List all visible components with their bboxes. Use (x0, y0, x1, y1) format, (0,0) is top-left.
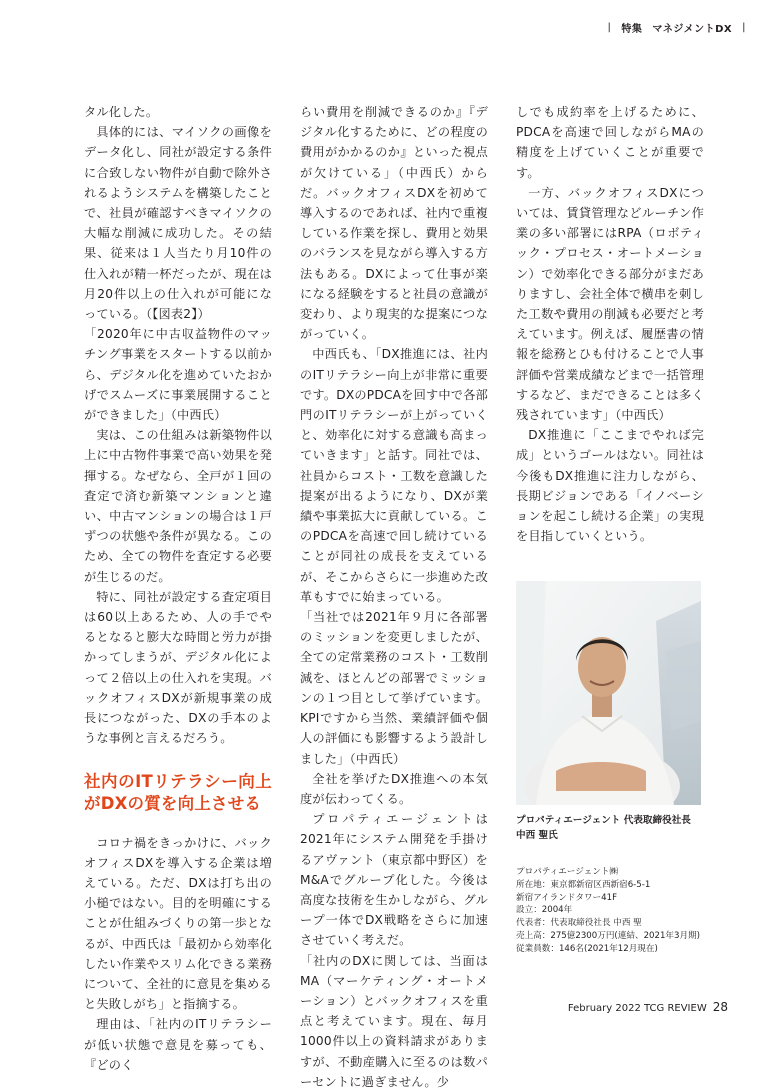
company-employees: 従業員数：146名(2021年12月現在) (516, 943, 658, 954)
paragraph: 全社を挙げたDX推進への本気度が伝わってくる。 (300, 771, 488, 806)
paragraph: 実は、この仕組みは新築物件以上に中古物件事業で高い効果を発揮する。なぜなら、全戸が１回の査定で済む新築マンションと違い、中古マンションの場合は１戸ずつの状態や条件が異なる。このため、全ての物件を査定する必要が生じるのだ。 (84, 428, 272, 584)
company-address: 所在地：東京都新宿区西新宿6-5-1 (516, 879, 651, 890)
paragraph: 特に、同社が設定する査定項目は60以上あるため、人の手でやるとなると膨大な時間と労力が掛かってしまうが、デジタル化によって２倍以上の仕入れを実現。バックオフィスDXが新規事業の成長につながった、DXの手本のような事例と言えるだろう。 (84, 589, 272, 746)
header-divider: | (607, 22, 612, 33)
paragraph: 具体的には、マイソクの画像をデータ化し、同社が設定する条件に合致しない物件が自動で除外されるようシステムを構築したことで、社員が確認すべきマイソクの大幅な削減に成功した。その結果、従来は１人当たり月10件の仕入れが精一杯だったが、現在は月20件以上の仕入れが可能になっている。（【図表2】） (84, 125, 272, 322)
paragraph: 「社内のDXに関しては、当面はMA（マーケティング・オートメーション）とバックオフィスを重点と考えています。現在、毎月1000件以上の資料請求がありますが、不動産購入に至るのは数パーセントに過ぎません。少 (300, 953, 488, 1089)
page-number: 28 (712, 1000, 728, 1014)
company-founded: 設立：2004年 (516, 905, 573, 916)
photo-caption (516, 813, 706, 843)
header-title: マネジメントDX (652, 24, 733, 35)
issue-label: February 2022 TCG REVIEW (567, 1003, 707, 1014)
article-column-1 (84, 102, 272, 1075)
caption-name: 中西 聖氏 (516, 830, 558, 841)
paragraph: らい費用を削減できるのか』『デジタル化するために、どの程度の費用がかかるのか』といった視点が欠けている」（中西氏）からだ。バックオフィスDXを初めて導入するのであれば、社内で重複している作業を探し、費用と効果のバランスを見ながら導入する方法もある。DXによって仕事が楽になる経験をすると社員の意識が変わり、より現実的な提案につながっていく。 (300, 105, 488, 342)
paragraph: タル化した。 (84, 105, 159, 119)
portrait-photo (516, 581, 701, 805)
paragraph: コロナ禍をきっかけに、バックオフィスDXを導入する企業は増えている。ただ、DXは打ち出の小槌ではない。目的を明確にすることが仕組みづくりの第一歩となるが、中西氏は「最初から効率化したい作業やスリム化できる業務について、全社的に意見を集めると失敗しがち」と指摘する。 (84, 835, 272, 1012)
company-info (516, 866, 716, 956)
article-column-2 (300, 102, 488, 1092)
caption-title: プロパティエージェント 代表取締役社長 (516, 815, 691, 826)
section-heading: 社内のITリテラシー向上がDXの質を向上させる (84, 771, 272, 813)
paragraph: プロパティエージェントは2021年にシステム開発を手掛けるアヴァント（東京都中野区）をM&Aでグループ化した。今後は高度な技術を生かしながら、グループ一体でDX戦略をさらに加速させていく考えだ。 (300, 812, 488, 948)
paragraph: 「2020年に中古収益物件のマッチング事業をスタートする以前から、デジタル化を進めていたおかげでスムーズに事業展開することができました」（中西氏） (84, 327, 272, 423)
header-section: 特集 (621, 24, 643, 35)
paragraph: 中西氏も、「DX推進には、社内のITリテラシー向上が非常に重要です。DXのPDCAを回す中で各部門のITリテラシーが上がっていくと、効率化に対する意識も高まっていきます」と話す。同社では、社員からコスト・工数を意識した提案が出るようになり、DXが業績や事業拡大に貢献している。このPDCAを高速で回し続けていることが同社の成長を支えているが、そこからさらに一歩進めた改革もすでに始まっている。 (300, 347, 488, 604)
company-name: プロパティエージェント㈱ (516, 867, 619, 877)
article-column-3 (516, 102, 704, 546)
company-representative: 代表者：代表取締役社長 中西 聖 (516, 918, 642, 929)
paragraph: DX推進に「ここまでやれば完成」というゴールはない。同社は今後もDX推進に注力しながら、長期ビジョンである「イノベーションを起こし続ける企業」の実現を目指していくという。 (516, 428, 704, 544)
company-sales: 売上高：275億2300万円(連結、2021年3月期) (516, 930, 701, 941)
paragraph: 一方、バックオフィスDXについては、賃貸管理などルーチン作業の多い部署にはRPA（ロボティック・プロセス・オートメーション）で効率化できる部分がまだありますし、会社全体で横串を刺した工数や費用の削減も必要だと考えています。例えば、履歴書の情報を総務とひも付けることで人事評価や営業成績などまで一括管理するなど、まだできることは多く残されています」（中西氏） (516, 185, 704, 423)
paragraph: しでも成約率を上げるために、PDCAを高速で回しながらMAの精度を上げていくことが重要です。 (516, 105, 704, 180)
company-address-building: 新宿アイランドタワー41F (516, 892, 618, 903)
header-divider: | (742, 22, 746, 33)
portrait-illustration (516, 581, 701, 805)
paragraph: 理由は、「社内のITリテラシーが低い状態で意見を募っても、『どのく (84, 1017, 272, 1072)
page-footer (568, 1000, 728, 1014)
running-header (608, 20, 746, 35)
paragraph: 「当社では2021年９月に各部署のミッションを変更しましたが、全ての定常業務のコスト・工数削減を、ほとんどの部署でミッションの１つ目として挙げています。KPIですから当然、業績評価や個人の評価にも影響するよう設計しました」（中西氏） (300, 610, 488, 766)
